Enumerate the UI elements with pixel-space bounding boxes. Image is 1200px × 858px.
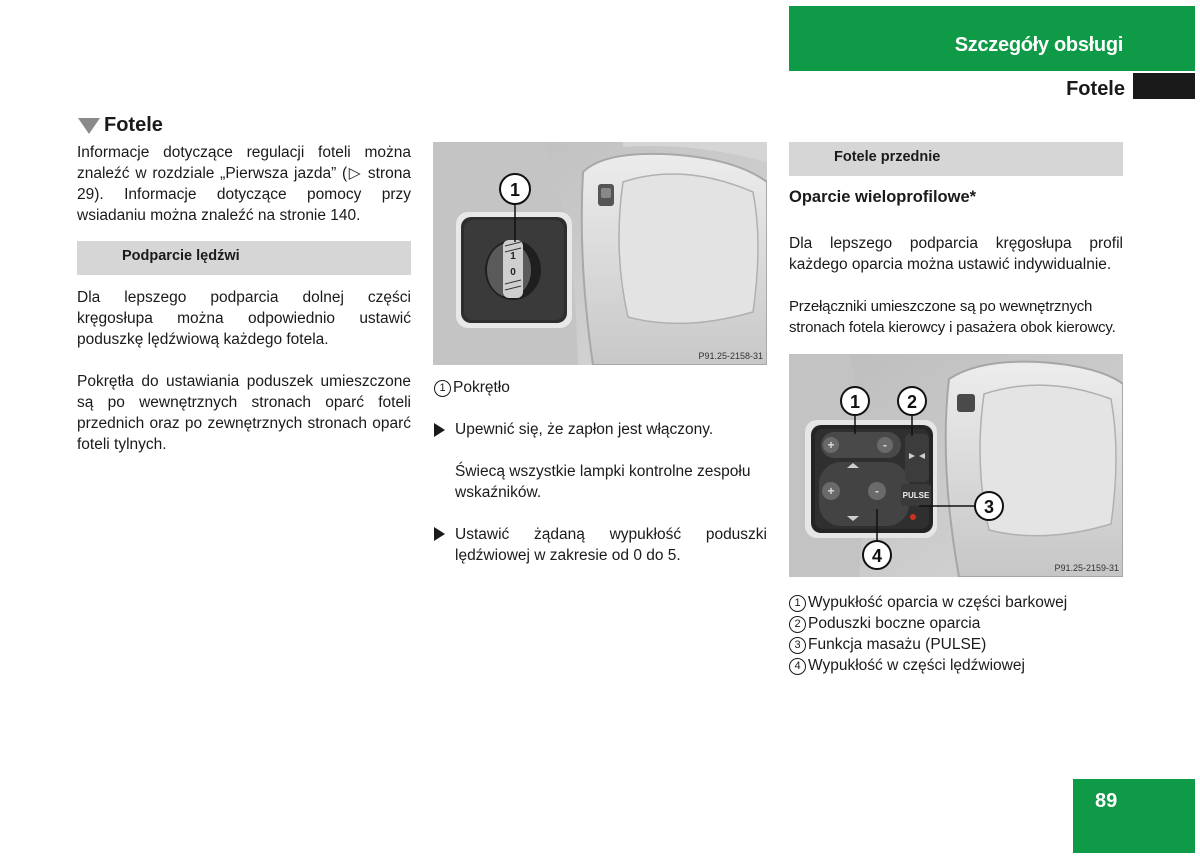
lumbar-knob-figure	[433, 142, 767, 365]
figure-legend-item	[789, 634, 986, 655]
legend-number: 1	[789, 595, 806, 612]
section-title: Szczegóły obsługi	[954, 34, 1123, 56]
legend-label: Wypukłość oparcia w części barkowej	[808, 594, 1068, 611]
svg-text:-: -	[875, 484, 879, 498]
section-header-bar	[789, 6, 1195, 71]
legend-label: Wypukłość w części lędźwiowej	[808, 657, 1025, 674]
callout-2: 2	[906, 392, 918, 412]
lumbar-heading-band	[77, 241, 411, 275]
step-1-result: Świecą wszystkie lampki kontrolne zespołu wskaźników.	[455, 463, 751, 501]
multicontour-paragraph-1: Dla lepszego podparcia kręgosłupa profil każdego oparcia można ustawić indywidualnie.	[789, 235, 1123, 273]
svg-text:-: -	[883, 438, 887, 452]
multicontour-switch-figure	[789, 354, 1123, 577]
front-seats-heading: Fotele przednie	[834, 149, 941, 165]
lumbar-paragraph-1: Dla lepszego podparcia dolnej części kręgosłupa można odpowiednio ustawić poduszkę lędźwiową każdego fotela.	[77, 289, 411, 348]
legend-label: Pokrętło	[453, 379, 510, 396]
legend-number: 3	[789, 637, 806, 654]
figure-legend-item	[789, 613, 980, 634]
legend-number: 2	[789, 616, 806, 633]
multicontour-paragraph-2: Przełączniki umieszczone są po wewnętrznych stronach fotela kierowcy i pasażera obok kierowcy.	[789, 298, 1116, 336]
figure-legend-item	[434, 377, 510, 398]
pulse-label: PULSE	[902, 491, 930, 500]
figure-legend-item	[789, 592, 1067, 613]
svg-text:+: +	[827, 438, 835, 452]
svg-text:+: +	[827, 484, 835, 498]
callout-4: 4	[871, 546, 883, 566]
figure-legend-item	[789, 655, 1025, 676]
chapter-title: Fotele	[1066, 78, 1125, 100]
intro-paragraph: Informacje dotyczące regulacji foteli można znaleźć w rozdziale „Pierwsza jazda” (▷ strona 29). Informacje dotyczące pomocy przy wsiadaniu można znaleźć na stronie 140.	[77, 144, 411, 224]
front-seats-heading-band	[789, 142, 1123, 176]
knob-mark-top: 1	[510, 251, 516, 262]
page-number: 89	[1095, 790, 1118, 812]
page-number-box	[1073, 779, 1195, 853]
chapter-marker-bar	[1133, 73, 1195, 99]
callout-1: 1	[849, 392, 861, 412]
figure-code: P91.25-2159-31	[1054, 563, 1119, 573]
step-arrow-icon	[434, 423, 445, 437]
legend-number: 1	[434, 380, 451, 397]
multicontour-heading: Oparcie wieloprofilowe*	[789, 188, 977, 206]
step-2-text: Ustawić żądaną wypukłość poduszki lędźwiowej w zakresie od 0 do 5.	[455, 526, 767, 564]
callout-1: 1	[509, 180, 521, 200]
figure-code: P91.25-2158-31	[698, 351, 763, 361]
legend-number: 4	[789, 658, 806, 675]
page-title: Fotele	[104, 114, 163, 136]
lumbar-paragraph-2: Pokrętła do ustawiania poduszek umieszczone są po wewnętrznych stronach oparć foteli przednich oraz po zewnętrznych stronach oparć foteli tylnych.	[77, 373, 411, 453]
knob-mark-bottom: 0	[510, 267, 516, 278]
step-1-text: Upewnić się, że zapłon jest włączony.	[455, 421, 714, 438]
callout-3: 3	[983, 497, 995, 517]
section-triangle-icon	[78, 118, 100, 134]
lumbar-heading: Podparcie lędźwi	[122, 248, 240, 264]
step-arrow-icon	[434, 527, 445, 541]
legend-label: Poduszki boczne oparcia	[808, 615, 981, 632]
legend-label: Funkcja masażu (PULSE)	[808, 636, 987, 653]
